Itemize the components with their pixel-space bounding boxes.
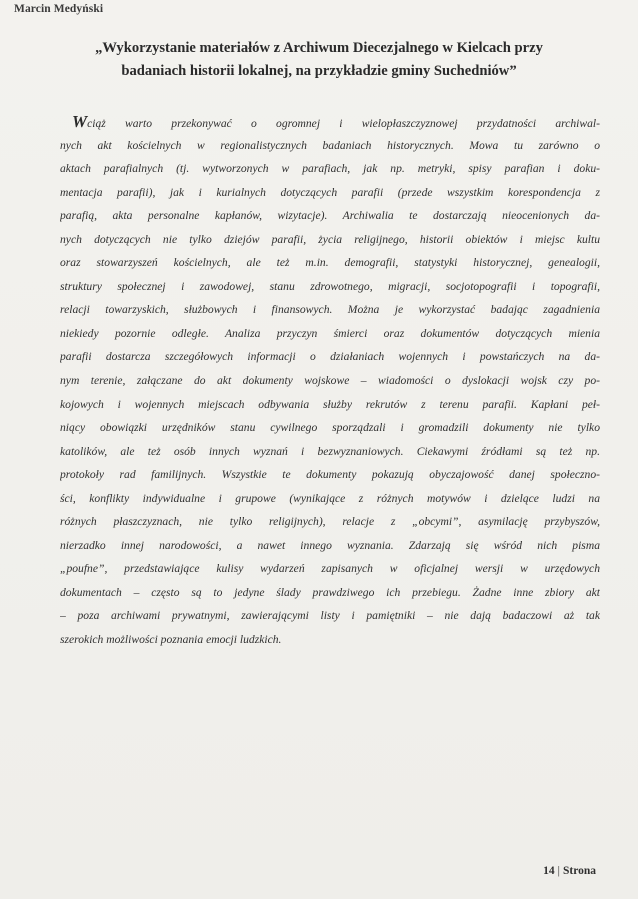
body-line-text: parafią, akta personalne kapłanów, wizytacje). Archiwalia te dostarczają nieocenionych da- — [60, 209, 600, 223]
body-line-text: szerokich możliwości poznania emocji ludzkich. — [60, 633, 282, 647]
body-line — [60, 628, 600, 652]
drop-cap: W — [72, 112, 88, 131]
body-line — [60, 393, 600, 417]
body-line — [60, 440, 600, 464]
body-line — [60, 534, 600, 558]
article-title-line-1: „Wykorzystanie materiałów z Archiwum Diecezjalnego w Kielcach przy — [95, 40, 543, 56]
body-line-text: kojowych i wojennych miejscach odbywania służby rekrutów z terenu parafii. Kapłani peł- — [60, 397, 600, 411]
body-line-text: dokumentach – często są to jedyne ślady prawdziwego ich przebiegu. Żadne inne zbiory akt — [60, 585, 600, 599]
body-line-text: struktury społecznej i zawodowej, stanu zdrowotnego, migracji, socjotopografii i topografii, — [60, 279, 600, 293]
body-line — [60, 157, 600, 181]
body-line — [60, 181, 600, 205]
body-line — [60, 369, 600, 393]
running-header-author: Marcin Medyński — [14, 3, 104, 15]
body-line-text: „poufne”, przedstawiające kulisy wydarzeń zapisanych w oficjalnej wersji w urzędowych — [60, 562, 600, 576]
body-line-text: ści, konflikty indywidualne i grupowe (wynikające z różnych motywów i dzielące ludzi na — [60, 491, 600, 505]
body-line — [60, 228, 600, 252]
article-title — [30, 37, 608, 83]
body-line-text: katolików, ale też osób innych wyznań i bezwyznaniowych. Ciekawymi źródłami są też np. — [60, 444, 600, 458]
body-line-text: nych akt kościelnych w regionalistycznych badaniach historycznych. Mowa tu zarówno o — [60, 138, 600, 152]
body-line-text: nym terenie, załączane do akt dokumenty wojskowe – wiadomości o dyslokacji wojsk czy po- — [60, 374, 600, 388]
body-line-text: protokoły rad familijnych. Wszystkie te dokumenty pokazują obyczajowość danej społeczno- — [60, 468, 600, 482]
body-line — [60, 322, 600, 346]
body-line-text: ciąż warto przekonywać o ogromnej i wielopłaszczyznowej przydatności archiwal- — [87, 117, 600, 130]
body-line-text: różnych płaszczyznach, nie tylko religijnych), relacje z „obcymi”, asymilację przybyszów, — [60, 515, 600, 529]
body-line — [60, 487, 600, 511]
body-line — [60, 275, 600, 299]
body-line-text: mentacja parafii), jak i kurialnych dotyczących parafii (przede wszystkim korespondencja z — [60, 185, 600, 199]
body-line — [60, 510, 600, 534]
body-line-text: nych dotyczących nie tylko dziejów parafii, życia religijnego, historii obiektów i miejsc kultu — [60, 232, 600, 246]
body-line-text: – poza archiwami prywatnymi, zawierającymi listy i pamiętniki – nie dają badaczowi aż tak — [60, 609, 600, 623]
body-line — [60, 134, 600, 158]
body-line-text: aktach parafialnych (tj. wytworzonych w parafiach, jak np. metryki, spisy parafian i doku- — [60, 162, 600, 176]
body-line — [60, 416, 600, 440]
footer-separator: | — [557, 865, 560, 877]
body-line — [60, 345, 600, 369]
body-line-text: niący obowiązki urzędników stanu cywilnego sporządzali i gromadzili dokumenty nie tylko — [60, 421, 600, 435]
article-title-line-2: badaniach historii lokalnej, na przykładzie gminy Suchedniów” — [121, 63, 517, 79]
body-paragraph — [60, 110, 600, 652]
body-line — [60, 204, 600, 228]
body-line-text: parafii dostarcza szczegółowych informacji o działaniach wojennych i powstańczych na da- — [60, 350, 600, 364]
body-line — [60, 110, 600, 134]
body-line — [60, 557, 600, 581]
body-line-text: relacji towarzyskich, służbowych i finansowych. Można je wykorzystać badając zagadnienia — [60, 303, 600, 317]
page-label: Strona — [562, 865, 596, 877]
body-line — [60, 251, 600, 275]
body-line-text: nierzadko innej narodowości, a nawet innego wyznania. Zdarzają się wśród nich pisma — [60, 538, 600, 552]
page-footer — [543, 865, 596, 877]
body-line-text: niekiedy pozornie odległe. Analiza przyczyn śmierci oraz dokumentów dotyczących mienia — [60, 326, 600, 340]
body-line — [60, 581, 600, 605]
body-line — [60, 298, 600, 322]
body-line-text: oraz stowarzyszeń kościelnych, ale też m.in. demografii, statystyki historycznej, genealogii, — [60, 256, 600, 270]
body-line — [60, 604, 600, 628]
page-number: 14 — [543, 865, 555, 877]
body-line — [60, 463, 600, 487]
